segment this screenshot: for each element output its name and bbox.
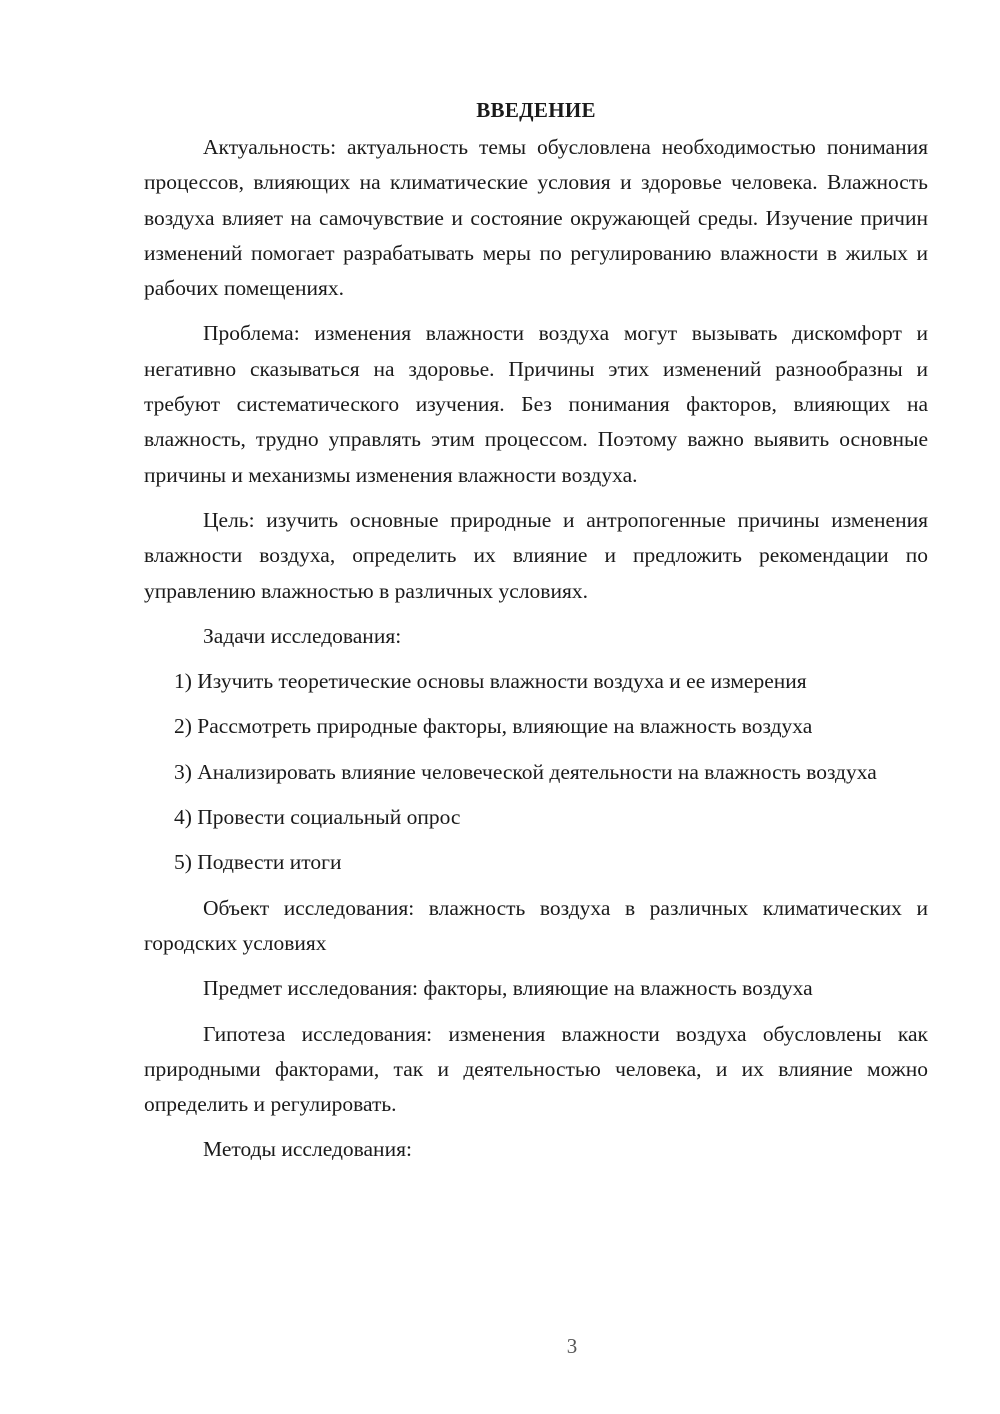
page-title: ВВЕДЕНИЕ [476, 98, 596, 122]
hypothesis-paragraph: Гипотеза исследования: изменения влажности воздуха обусловлены как природными факторами, так и деятельностью человека, и их влияние можно определить и регулировать. [144, 1021, 928, 1117]
list-item: 3) Анализировать влияние человеческой деятельности на влажность воздуха [174, 759, 877, 784]
goal-paragraph: Цель: изучить основные природные и антропогенные причины изменения влажности воздуха, определить их влияние и предложить рекомендации по управлению влажностью в различных условиях. [144, 507, 928, 603]
page-number: 3 [566, 1334, 578, 1358]
list-item: 5) Подвести итоги [174, 850, 342, 875]
object-paragraph: Объект исследования: влажность воздуха в различных климатических и городских условиях [144, 895, 928, 955]
problem-paragraph: Проблема: изменения влажности воздуха могут вызывать дискомфорт и негативно сказываться на здоровье. Причины этих изменений разнообразны и требуют систематического изучения. Без понимания факторов, влияющих на влажность, трудно управлять этим процессом. Поэтому важно выявить основные причины и механизмы изменения влажности воздуха. [144, 321, 928, 487]
list-item: 1) Изучить теоретические основы влажности воздуха и ее измерения [174, 669, 807, 694]
list-item: 4) Провести социальный опрос [174, 805, 461, 830]
tasks-heading: Задачи исследования: [203, 623, 402, 648]
list-item: 2) Рассмотреть природные факторы, влияющие на влажность воздуха [174, 714, 813, 739]
relevance-paragraph: Актуальность: актуальность темы обусловлена необходимостью понимания процессов, влияющих на климатические условия и здоровье человека. Влажность воздуха влияет на самочувствие и состояние окружающей среды. Изучение причин изменений помогает разрабатывать меры по регулированию влажности в жилых и рабочих помещениях. [144, 135, 928, 301]
document-page [144, 92, 928, 1178]
subject-paragraph: Предмет исследования: факторы, влияющие на влажность воздуха [203, 976, 813, 1001]
methods-heading: Методы исследования: [203, 1137, 412, 1162]
tasks-list [144, 664, 928, 880]
